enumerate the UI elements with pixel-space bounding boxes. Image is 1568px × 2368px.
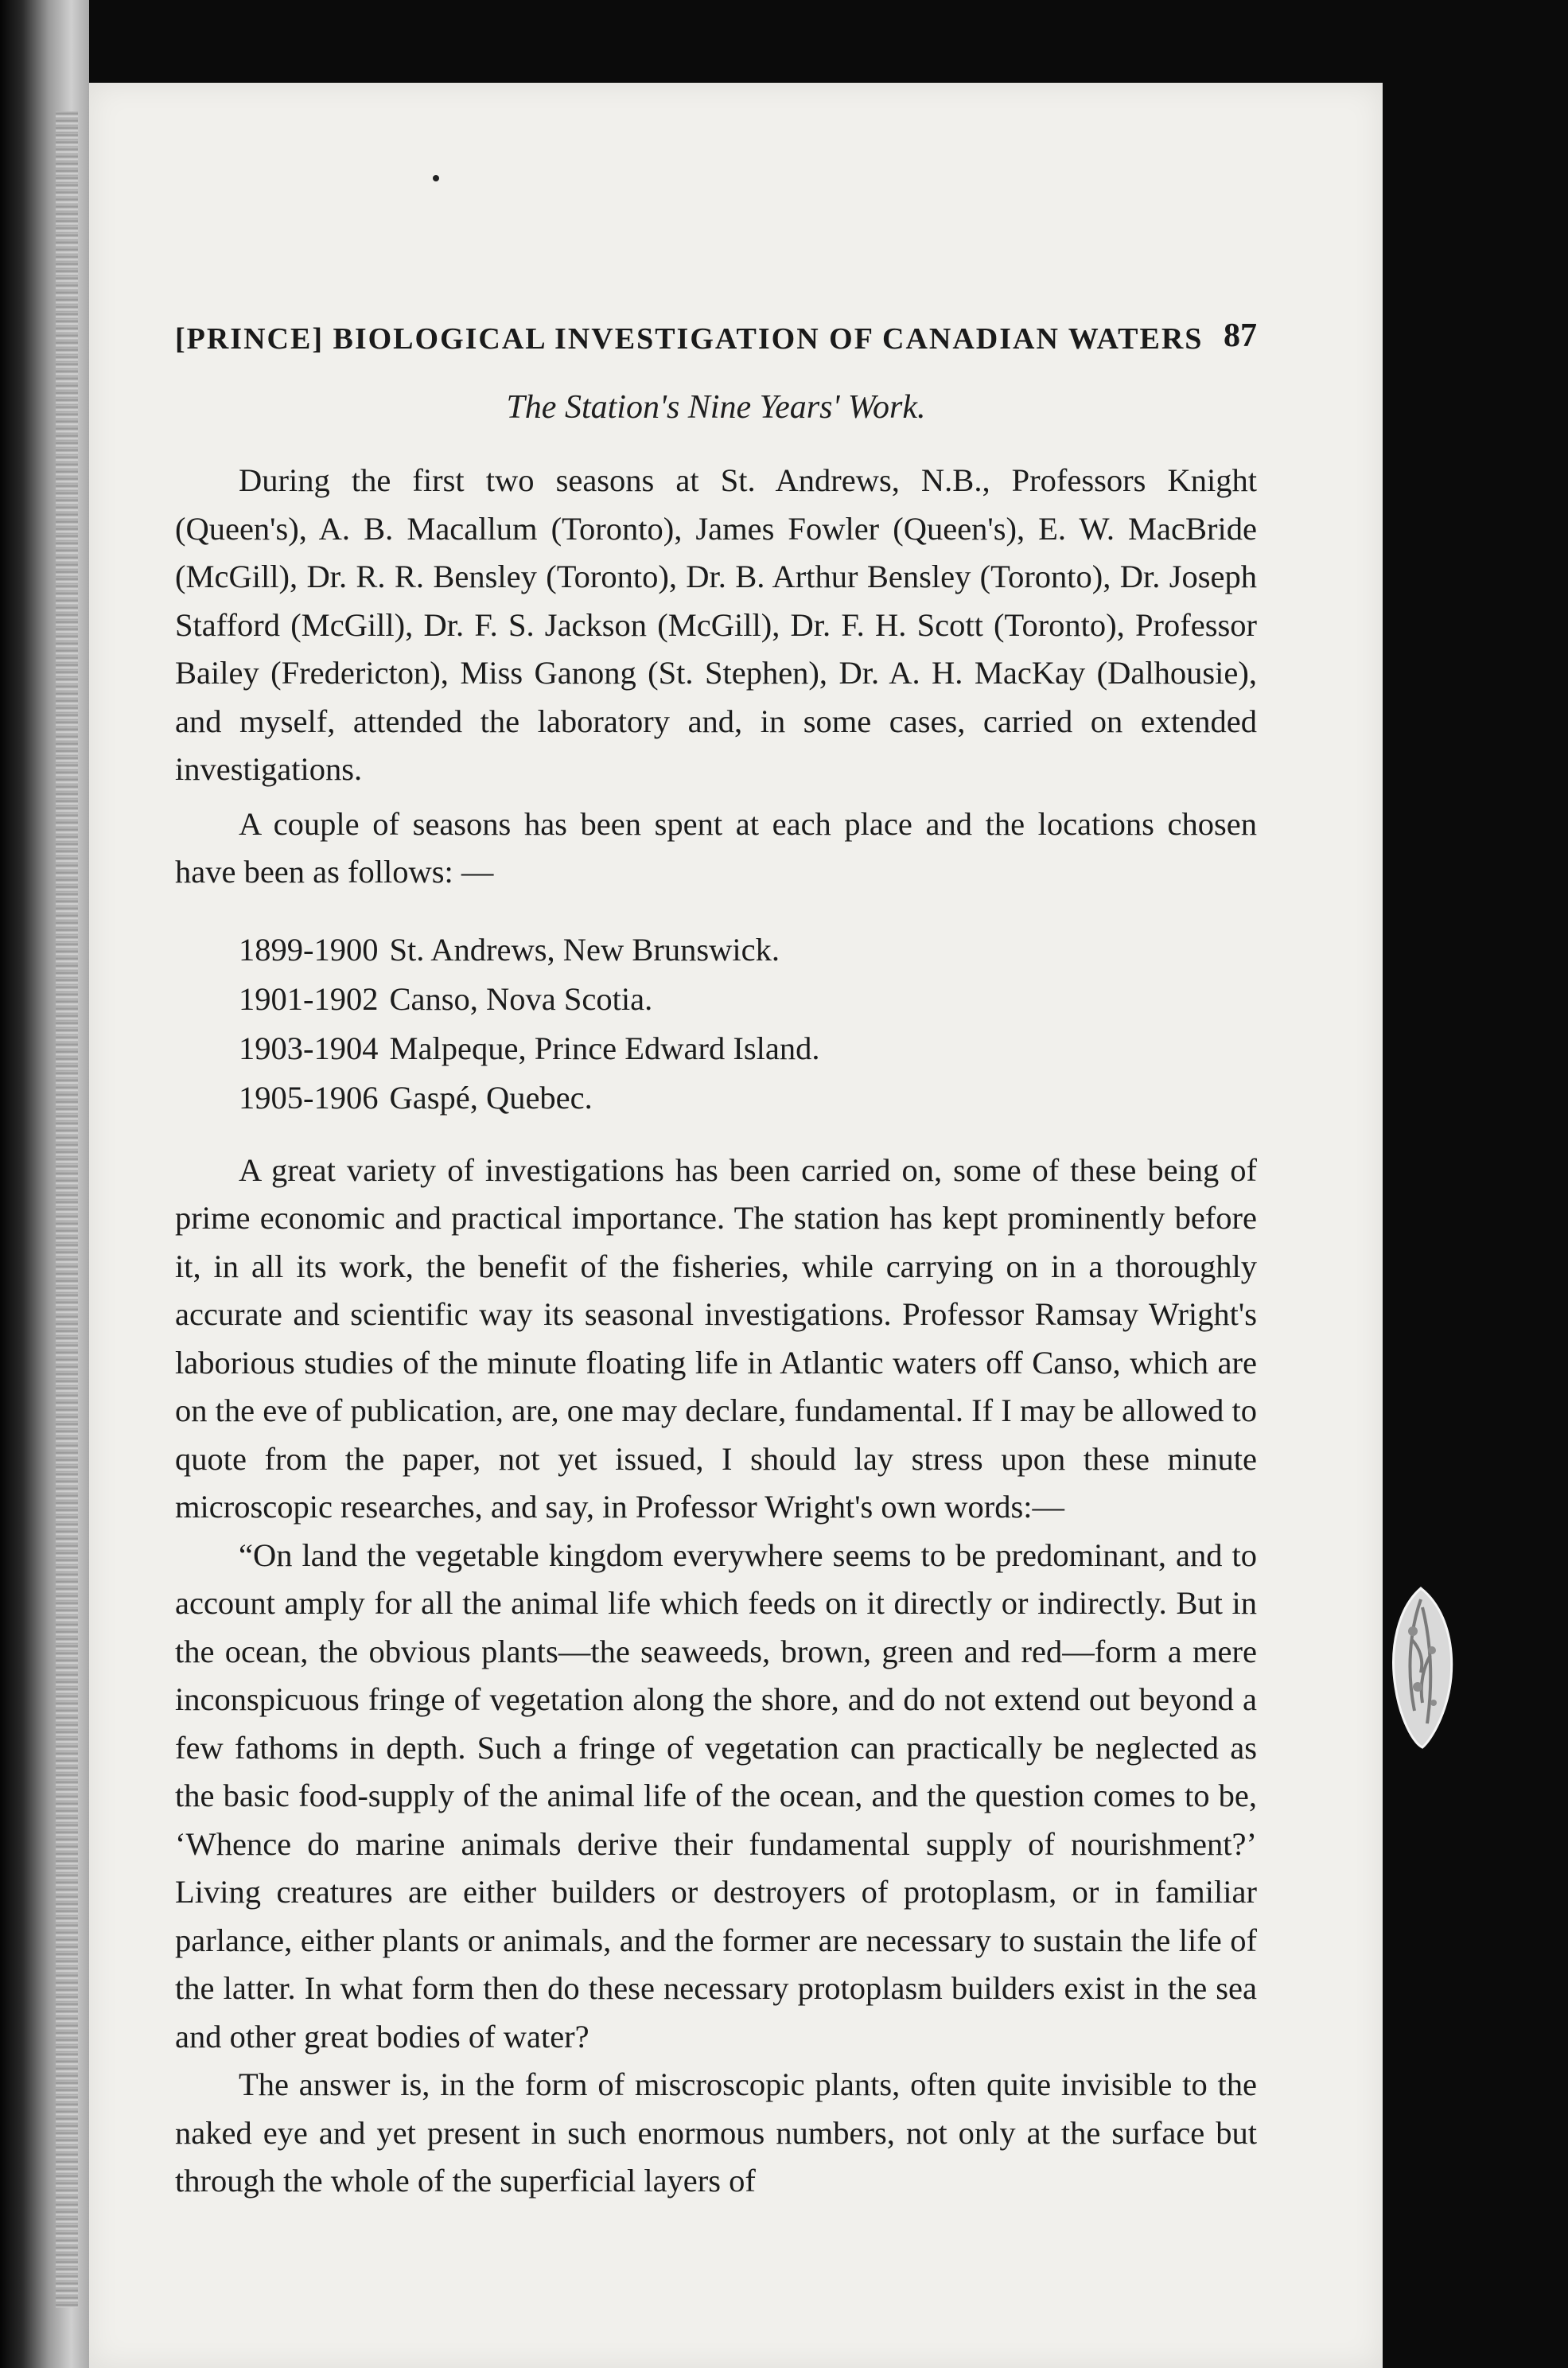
page-number: 87	[1224, 317, 1257, 354]
location-place: Gaspé, Quebec.	[389, 1079, 593, 1116]
list-item	[175, 1073, 1257, 1123]
location-years: 1899-1900	[239, 931, 379, 968]
location-place: Malpeque, Prince Edward Island.	[389, 1030, 820, 1066]
location-years: 1901-1902	[239, 980, 379, 1017]
book-spine	[0, 0, 89, 2368]
ink-speck	[433, 175, 439, 181]
book-page	[89, 83, 1383, 2368]
paragraph: During the first two seasons at St. Andrews, N.B., Professors Knight (Queen's), A. B. Macallum (Toronto), James Fowler (Queen's), E. W. MacBride (McGill), Dr. R. R. Bensley (Toronto), Dr. B. Arthur Bensley (Toronto), Dr. Joseph Stafford (McGill), Dr. F. S. Jackson (McGill), Dr. F. H. Scott (Toronto), Professor Bailey (Fredericton), Miss Ganong (St. Stephen), Dr. A. H. MacKay (Dalhousie), and myself, attended the laboratory and, in some cases, carried on extended investigations.	[175, 462, 1257, 787]
list-item	[175, 975, 1257, 1024]
list-item	[175, 925, 1257, 975]
locations-list	[175, 925, 1257, 1123]
seaweed-specimen-icon	[1375, 1583, 1467, 1751]
page-edges	[56, 111, 78, 2308]
location-years: 1905-1906	[239, 1079, 379, 1116]
paragraph: “On land the vegetable kingdom everywhere seems to be predominant, and to account amply for all the animal life which feeds on it directly or indirectly. But in the ocean, the obvious plants—the seaweeds, brown, green and red—form a mere inconspicuous fringe of vegetation along the shore, and do not extend out beyond a few fathoms in depth. Such a fringe of vegetation can practically be neglected as the basic food-supply of the animal life of the ocean, and the question comes to be, ‘Whence do marine animals derive their fundamental supply of nourishment?’ Living creatures are either builders or destroyers of protoplasm, or in familiar parlance, either plants or animals, and the former are necessary to sustain the life of the latter. In what form then do these necessary protoplasm builders exist in the sea and other great bodies of water?	[175, 1536, 1257, 2054]
section-subtitle: The Station's Nine Years' Work.	[506, 389, 926, 426]
running-head: [PRINCE] BIOLOGICAL INVESTIGATION OF CANADIAN WATERS	[175, 322, 1204, 356]
location-place: St. Andrews, New Brunswick.	[389, 931, 780, 968]
location-place: Canso, Nova Scotia.	[389, 980, 653, 1017]
paragraph: A couple of seasons has been spent at each place and the locations chosen have been as follows: —	[175, 805, 1257, 890]
paragraph: The answer is, in the form of miscroscopic plants, often quite invisible to the naked eye and yet present in such enormous numbers, not only at the surface but through the whole of the superficial layers of	[175, 2066, 1257, 2199]
paragraph: A great variety of investigations has been carried on, some of these being of prime economic and practical importance. The station has kept prominently before it, in all its work, the benefit of the fisheries, while carrying on in a thoroughly accurate and scientific way its seasonal investigations. Professor Ramsay Wright's laborious studies of the minute floating life in Atlantic waters off Canso, which are on the eve of publication, are, one may declare, fundamental. If I may be allowed to quote from the paper, not yet issued, I should lay stress upon these minute microscopic researches, and say, in Professor Wright's own words:—	[175, 1151, 1257, 1525]
list-item	[175, 1024, 1257, 1073]
location-years: 1903-1904	[239, 1030, 379, 1066]
page-header	[175, 317, 1257, 369]
body-text	[175, 457, 1257, 2206]
